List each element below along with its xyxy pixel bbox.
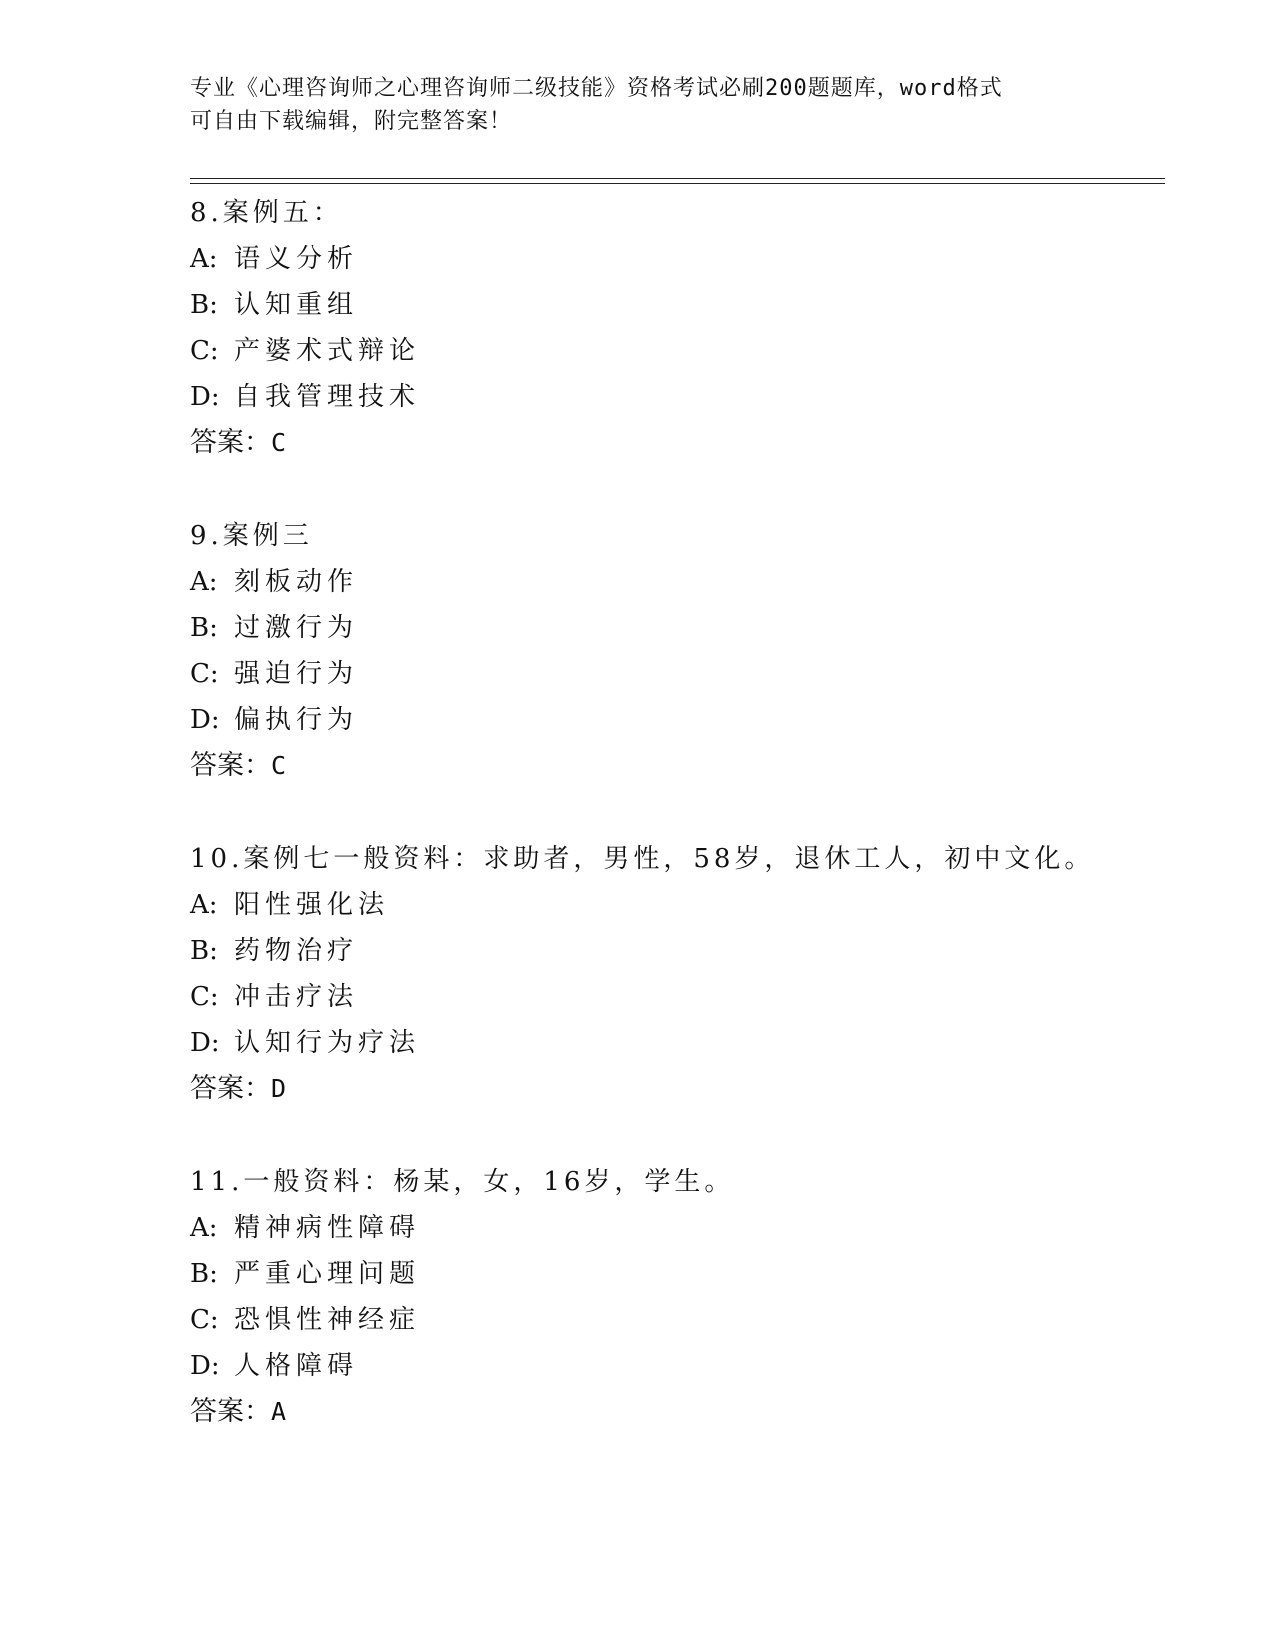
option-text: 认知行为疗法 xyxy=(234,1028,421,1058)
option-letter: D: xyxy=(190,1028,220,1058)
option-text: 强迫行为 xyxy=(234,659,359,689)
question-stem: 9.案例三 xyxy=(190,521,313,551)
option-text: 药物治疗 xyxy=(234,936,359,966)
option-c xyxy=(190,1297,1170,1343)
option-text: 过激行为 xyxy=(234,613,359,643)
answer-label: 答案： xyxy=(190,1396,271,1427)
option-letter: A: xyxy=(190,1213,218,1243)
option-text: 严重心理问题 xyxy=(234,1259,421,1289)
option-letter: A: xyxy=(190,890,218,920)
question-10 xyxy=(190,836,1170,1112)
option-text: 自我管理技术 xyxy=(234,382,421,412)
answer-line xyxy=(190,1066,1170,1112)
option-letter: B: xyxy=(190,936,218,966)
answer-label: 答案： xyxy=(190,750,271,781)
document-header xyxy=(190,72,1090,138)
option-letter: B: xyxy=(190,1259,218,1289)
option-d xyxy=(190,1020,1170,1066)
question-11 xyxy=(190,1159,1170,1435)
option-letter: C: xyxy=(190,1305,219,1335)
option-text: 恐惧性神经症 xyxy=(234,1305,421,1335)
option-letter: B: xyxy=(190,613,218,643)
question-stem: 11.一般资料：杨某，女，16岁，学生。 xyxy=(190,1167,735,1197)
option-b xyxy=(190,1251,1170,1297)
option-a xyxy=(190,559,1170,605)
option-letter: C: xyxy=(190,659,219,689)
header-line-1: 专业《心理咨询师之心理咨询师二级技能》资格考试必刷200题题库，word格式 xyxy=(190,76,1003,101)
option-text: 刻板动作 xyxy=(234,567,359,597)
option-text: 产婆术式辩论 xyxy=(234,336,421,366)
question-8 xyxy=(190,190,1170,466)
option-d xyxy=(190,1343,1170,1389)
option-text: 认知重组 xyxy=(234,290,359,320)
answer-value: C xyxy=(271,428,287,457)
option-letter: C: xyxy=(190,982,219,1012)
option-b xyxy=(190,282,1170,328)
answer-value: A xyxy=(271,1397,287,1426)
option-text: 冲击疗法 xyxy=(234,982,359,1012)
header-divider-bottom xyxy=(190,183,1165,184)
option-letter: D: xyxy=(190,1351,220,1381)
option-text: 精神病性障碍 xyxy=(234,1213,421,1243)
answer-line xyxy=(190,420,1170,466)
option-text: 语义分析 xyxy=(234,244,359,274)
option-c xyxy=(190,974,1170,1020)
option-a xyxy=(190,1205,1170,1251)
option-d xyxy=(190,374,1170,420)
option-letter: C: xyxy=(190,336,219,366)
answer-label: 答案： xyxy=(190,427,271,458)
option-text: 人格障碍 xyxy=(234,1351,359,1381)
option-a xyxy=(190,236,1170,282)
header-divider-top xyxy=(190,178,1165,179)
option-letter: D: xyxy=(190,382,220,412)
option-text: 阳性强化法 xyxy=(234,890,390,920)
question-stem: 10.案例七一般资料：求助者，男性，58岁，退休工人，初中文化。 xyxy=(190,844,1095,874)
answer-line xyxy=(190,743,1170,789)
option-c xyxy=(190,328,1170,374)
answer-value: C xyxy=(271,751,287,780)
option-letter: A: xyxy=(190,567,218,597)
option-c xyxy=(190,651,1170,697)
answer-value: D xyxy=(271,1074,287,1103)
option-text: 偏执行为 xyxy=(234,705,359,735)
option-d xyxy=(190,697,1170,743)
option-letter: A: xyxy=(190,244,218,274)
answer-line xyxy=(190,1389,1170,1435)
header-line-2: 可自由下载编辑，附完整答案！ xyxy=(190,109,513,134)
option-b xyxy=(190,605,1170,651)
option-b xyxy=(190,928,1170,974)
option-a xyxy=(190,882,1170,928)
question-stem: 8.案例五： xyxy=(190,198,343,228)
question-9 xyxy=(190,513,1170,789)
option-letter: D: xyxy=(190,705,220,735)
answer-label: 答案： xyxy=(190,1073,271,1104)
option-letter: B: xyxy=(190,290,218,320)
question-list xyxy=(190,190,1170,1482)
